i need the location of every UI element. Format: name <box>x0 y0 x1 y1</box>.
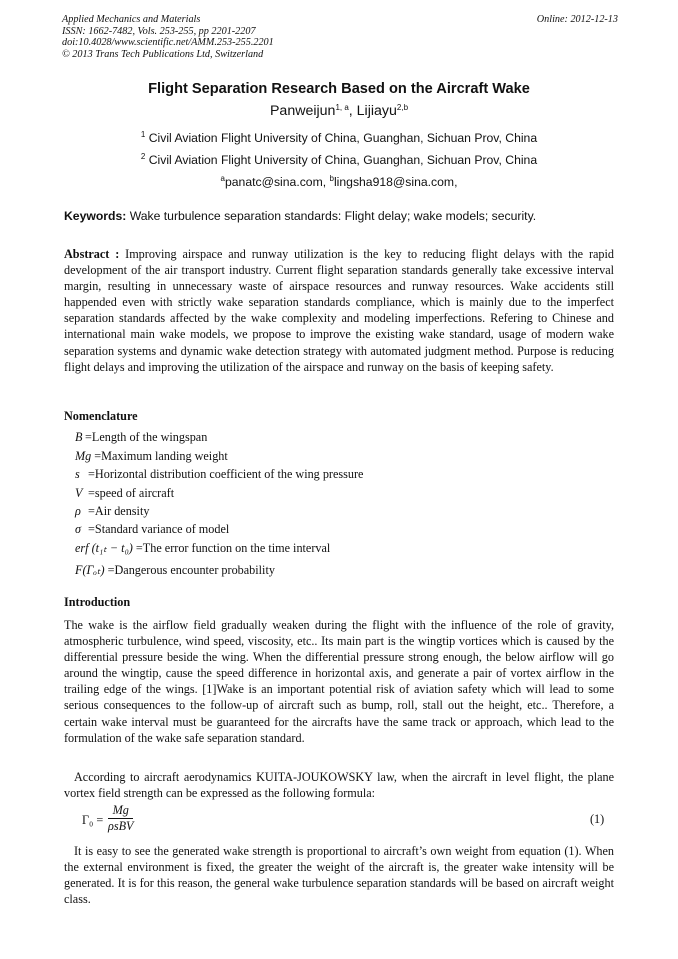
nomenclature-desc: =Length of the wingspan <box>85 430 208 444</box>
paper-title: Flight Separation Research Based on the Aircraft Wake <box>148 81 530 97</box>
nomenclature-item <box>75 522 229 537</box>
keywords-text: Wake turbulence separation standards: Flight delay; wake models; security. <box>126 209 537 223</box>
nomenclature-desc: =The error function on the time interval <box>132 541 331 555</box>
nomenclature-desc: =speed of aircraft <box>85 486 175 500</box>
equation-lhs: Γ₀ = <box>82 813 104 827</box>
nomenclature-desc: =Maximum landing weight <box>91 449 228 463</box>
abstract-text: Improving airspace and runway utilization is the key to reducing flight delays with the rapid development of the air transport industry. Current flight separation standards generally take excessive interval margin, resulting in unnecessary waste of airspace resources and runway resources. Wake accidents still happended even with strictly wake separation standards compliance, which is mainly due to the imperfect separation standards affected by the wake complexity and modeling imperfections. Refering to Chinese and international main wake models, we propose to improve the existing wake standard, usage of modern wake separation systems and dynamic wake detection strategy with automated judgment method. Purpose is reducing flight delays and improving the utilization of the airspace and runway on the basis of keeping safety. <box>64 247 614 374</box>
affiliation-2 <box>0 153 678 167</box>
author-separator: , <box>348 103 357 119</box>
affiliation-1-sup: 1 <box>140 130 146 139</box>
nomenclature-symbol: s <box>75 467 80 481</box>
equation-numerator: Mg <box>108 803 133 819</box>
journal-header <box>62 14 618 60</box>
keywords-label: Keywords: <box>64 209 127 223</box>
nomenclature-heading: Nomenclature <box>64 409 138 423</box>
nomenclature-item <box>75 504 149 519</box>
equation-number: (1) <box>590 812 605 826</box>
nomenclature-symbol: σ <box>75 522 82 536</box>
nomenclature-item <box>75 541 330 556</box>
affiliation-1 <box>0 131 678 145</box>
journal-name: Applied Mechanics and Materials <box>62 14 201 25</box>
nomenclature-item <box>75 563 275 578</box>
affiliation-2-sup: 2 <box>140 152 146 161</box>
abstract <box>64 246 614 375</box>
email-a-sup: a <box>220 174 225 183</box>
nomenclature-symbol: ρ <box>75 504 81 518</box>
email-line <box>0 175 678 189</box>
author-2-sup: 2,b <box>396 103 409 112</box>
nomenclature-item <box>75 467 363 482</box>
nomenclature-desc: =Dangerous encounter probability <box>104 563 275 577</box>
equation-denominator: ρsBV <box>108 819 134 833</box>
introduction-paragraph-2: According to aircraft aerodynamics KUITA-JOUKOWSKY law, when the aircraft in level flight, the plane vortex field strength can be expressed as the following formula: <box>64 770 614 801</box>
copyright-line: © 2013 Trans Tech Publications Ltd, Switzerland <box>62 48 264 60</box>
keywords <box>64 209 624 223</box>
online-date: Online: 2012-12-13 <box>536 14 618 25</box>
equation-fraction <box>108 803 133 834</box>
affiliation-1-text: Civil Aviation Flight University of China, Guanghan, Sichuan Prov, China <box>145 131 538 145</box>
nomenclature-item <box>75 486 174 501</box>
introduction-paragraph-3: It is easy to see the generated wake strength is proportional to aircraft’s own weight from equation (1). When the external environment is fixed, the greater the weight of the aircraft is, the greater wake intensity will be generated. It is for this reason, the general wake turbulence separation standards will be based on aircraft weight class. <box>64 844 614 907</box>
nomenclature-symbol: V <box>75 486 83 500</box>
nomenclature-item <box>75 430 207 445</box>
author-1-name: Panweijun <box>269 103 336 119</box>
issn-line: ISSN: 1662-7482, Vols. 253-255, pp 2201-2207 <box>62 25 256 37</box>
doi-line: doi:10.4028/www.scientific.net/AMM.253-255.2201 <box>62 37 274 49</box>
email-b-sup: b <box>329 174 334 183</box>
email-a: panatc@sina.com, <box>225 175 330 189</box>
introduction-heading: Introduction <box>64 595 131 609</box>
nomenclature-desc: =Standard variance of model <box>85 522 230 536</box>
email-b: lingsha918@sina.com, <box>333 175 458 189</box>
nomenclature-desc: =Horizontal distribution coefficient of the wing pressure <box>85 467 364 481</box>
author-line <box>0 103 678 119</box>
nomenclature-symbol: erf (t₁ₜ − t₀) <box>75 541 133 555</box>
nomenclature-symbol: Mg <box>75 449 92 463</box>
author-1-sup: 1, a <box>335 103 349 112</box>
abstract-label: Abstract : <box>64 247 120 261</box>
nomenclature-symbol: B <box>75 430 83 444</box>
nomenclature-symbol: F(Γₒₜ) <box>75 563 105 577</box>
introduction-paragraph-1: The wake is the airflow field gradually weaken during the flight with the influence of the role of gravity, atmospheric turbulence, wind speed, viscosity, etc.. Its main part is the wingtip vortices which is caused by the differential pressure beside the wing. When the differential pressure strong enough, the below airflow will go around the wingtip, cause the speed difference in horizontal axis, and generate a pair of vortex airflow in the trailing edge of the wings. [1]Wake is an important potential risk of aviation safety which will lead to some serious consequences to the follow-up of aircraft such as bump, roll, stall out the height, etc.. Therefore, a certain wake interval must be guaranteed for the aircrafts have the same track or approach, which lead to the formulation of the wake safe separation standard. <box>64 618 614 745</box>
nomenclature-desc: =Air density <box>85 504 150 518</box>
author-2-name: Lijiayu <box>356 103 397 119</box>
affiliation-2-text: Civil Aviation Flight University of China, Guanghan, Sichuan Prov, China <box>145 153 538 167</box>
nomenclature-item <box>75 449 228 464</box>
